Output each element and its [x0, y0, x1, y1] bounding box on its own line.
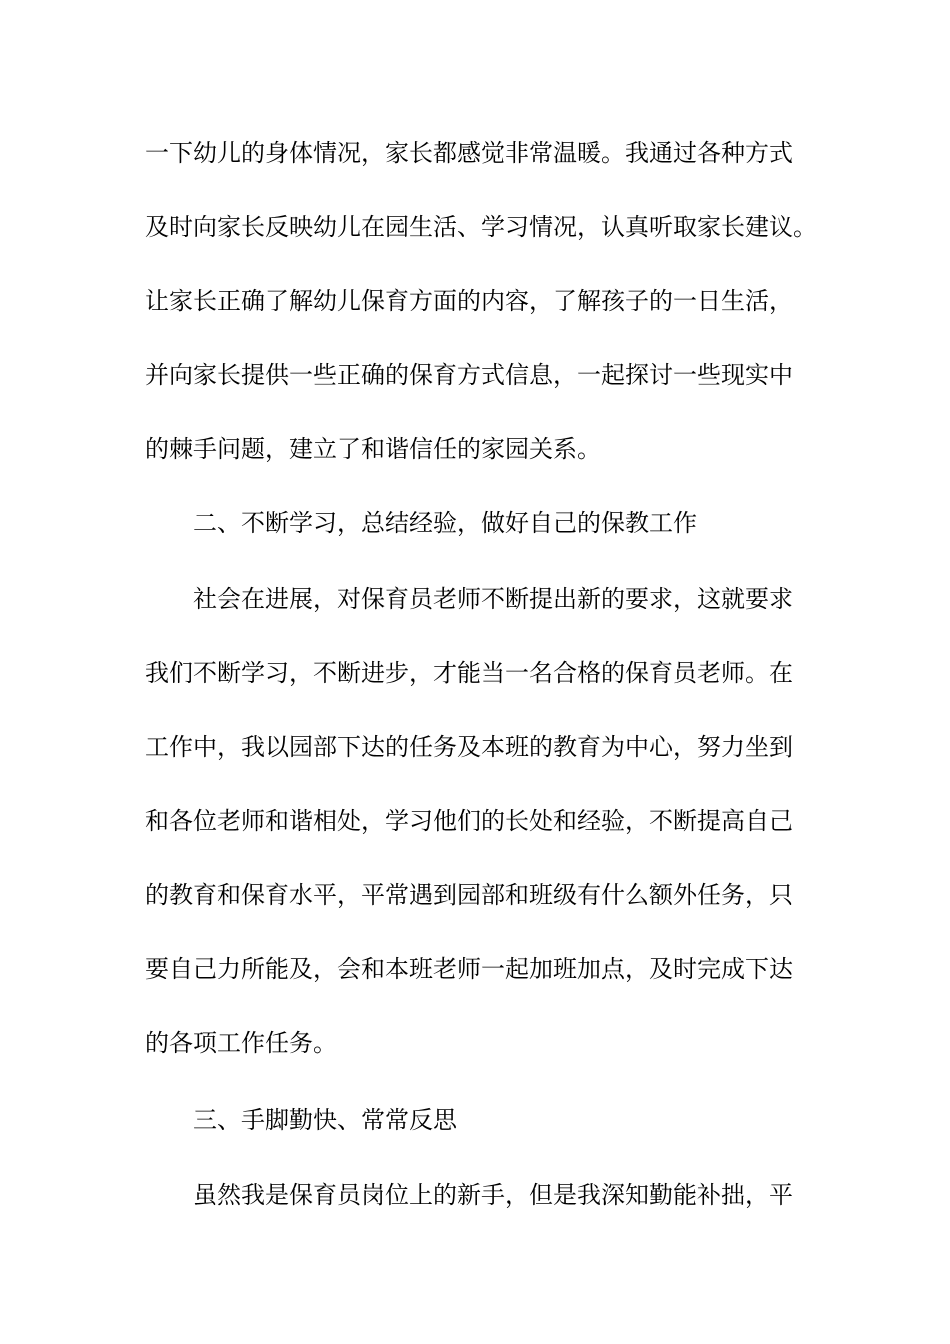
paragraph-line: 的各项工作任务。	[145, 1029, 337, 1057]
paragraph-line: 让家长正确了解幼儿保育方面的内容，了解孩子的一日生活，	[145, 287, 793, 315]
paragraph-line: 及时向家长反映幼儿在园生活、学习情况，认真听取家长建议。	[145, 213, 817, 241]
section-heading: 二、不断学习，总结经验，做好自己的保教工作	[193, 509, 697, 537]
paragraph-line: 的棘手问题，建立了和谐信任的家园关系。	[145, 435, 601, 463]
paragraph-line: 要自己力所能及，会和本班老师一起加班加点，及时完成下达	[145, 955, 793, 983]
paragraph-line: 并向家长提供一些正确的保育方式信息，一起探讨一些现实中	[145, 361, 793, 389]
paragraph-line: 虽然我是保育员岗位上的新手，但是我深知勤能补拙，平	[193, 1181, 793, 1209]
paragraph-line: 的教育和保育水平，平常遇到园部和班级有什么额外任务，只	[145, 881, 793, 909]
paragraph-line: 和各位老师和谐相处，学习他们的长处和经验，不断提高自己	[145, 807, 793, 835]
section-heading: 三、手脚勤快、常常反思	[193, 1106, 457, 1134]
paragraph-line: 工作中，我以园部下达的任务及本班的教育为中心，努力坐到	[145, 733, 793, 761]
paragraph-line: 一下幼儿的身体情况，家长都感觉非常温暖。我通过各种方式	[145, 139, 793, 167]
paragraph-line: 我们不断学习，不断进步，才能当一名合格的保育员老师。在	[145, 659, 793, 687]
paragraph-line: 社会在进展，对保育员老师不断提出新的要求，这就要求	[193, 585, 793, 613]
